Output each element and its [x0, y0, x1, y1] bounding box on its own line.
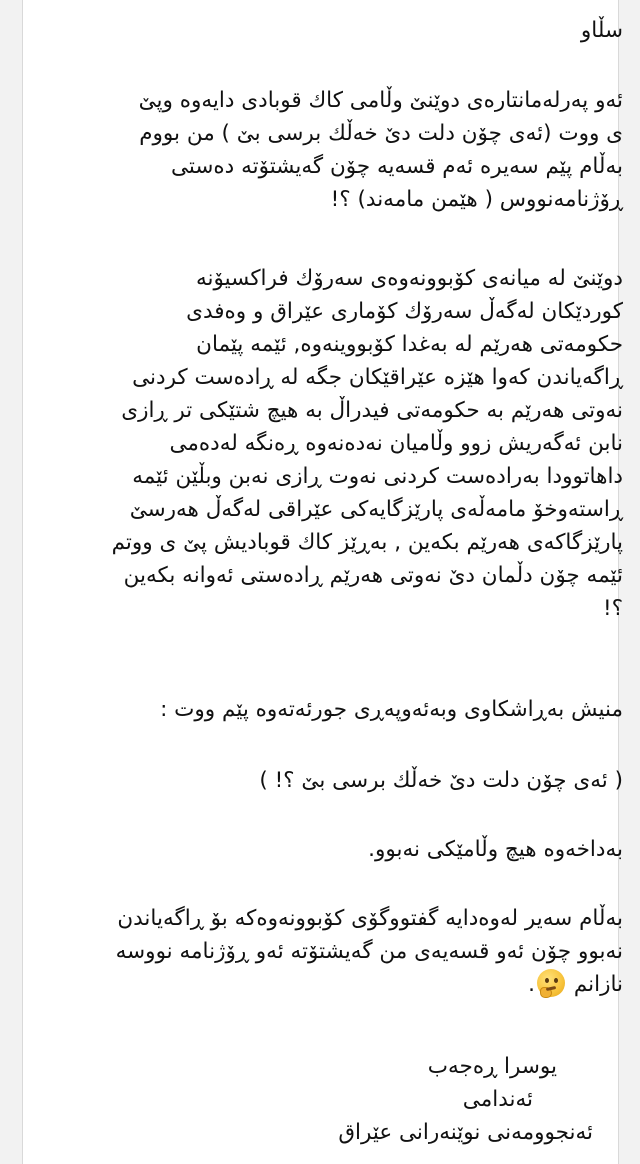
paragraph-6-line: بەڵام سەیر لەوەدایە گفتووگۆی کۆبوونەوەکە بۆ ڕاگەیاندن — [117, 906, 623, 931]
paragraph-2-line: ئێمە چۆن دڵمان دێ نەوتی هەرێم ڕادەستی ئەوانە بکەین — [123, 563, 623, 588]
paragraph-2-line: ڕاگەیاندن کەوا هێزە عێراقێکان جگە لە ڕادەست کردنی — [132, 365, 623, 390]
signature-organization: ئەنجوومەنی نوێنەرانی عێراق — [338, 1120, 593, 1145]
paragraph-6-line-text: نازانم — [573, 972, 623, 997]
paragraph-1-line: ئەو پەرلەمانتارەی دوێنێ وڵامی کاك قوبادی دایەوە وپێ — [138, 88, 623, 113]
paragraph-1-line: ی ووت (ئەی چۆن دلت دێ خەڵك برسی بێ ) من بووم — [139, 121, 623, 146]
paragraph-6 — [116, 902, 623, 1001]
thinking-face-icon — [537, 969, 565, 997]
paragraph-1-line: بەڵام پێم سەیرە ئەم قسەیە چۆن گەیشتۆتە دەستی — [171, 154, 623, 179]
paragraph-2 — [112, 262, 623, 625]
paragraph-2-line: دوێنێ لە میانەی کۆبوونەوەی سەرۆك فراکسیۆنە — [196, 266, 623, 291]
paragraph-2-line: پارێزگاکەی هەرێم بکەین , بەڕێز کاك قوبادیش پێ ی ووتم — [111, 530, 623, 555]
paragraph-2-line: حکومەتی هەرێم لە بەغدا کۆبووینەوە, ئێمە پێمان — [196, 332, 623, 357]
paragraph-6-line: نەبوو چۆن ئەو قسەیەی من گەیشتۆتە ئەو ڕۆژنامە نووسە — [115, 939, 623, 964]
paragraph-2-line: نەوتی هەرێم بە حکومەتی فیدراڵ بە هیچ شتێکی تر ڕازی — [121, 398, 623, 423]
paragraph-2-line: نابن ئەگەریش زوو وڵامیان نەدەنەوە ڕەنگە لەدەمی — [169, 431, 623, 456]
paragraph-2-line: کوردێکان لەگەڵ سەرۆك کۆماری عێراق و وەفدی — [186, 299, 623, 324]
signature-block — [338, 1050, 593, 1149]
paragraph-2-line: داهاتوودا بەرادەست کردنی نەوت ڕازی نەبن وبڵێن ئێمە — [132, 464, 623, 489]
paragraph-6-last-line — [116, 968, 623, 1001]
paragraph-1-line: ڕۆژنامەنووس ( هێمن مامەند) ؟! — [330, 187, 623, 212]
signature-name: یوسرا ڕەجەب — [427, 1054, 557, 1079]
greeting-text: سڵاو — [580, 18, 623, 43]
paragraph-3: منیش بەڕاشکاوی وبەئەوپەڕی جورئەتەوە پێم ووت : — [160, 697, 623, 722]
signature-role: ئەندامی — [462, 1087, 533, 1112]
paragraph-4-quote: ( ئەی چۆن دلت دێ خەڵك برسی بێ ؟! ) — [259, 768, 623, 793]
paragraph-1 — [139, 84, 623, 216]
post-card — [22, 0, 623, 1164]
paragraph-2-line: ڕاستەوخۆ مامەڵەی پارێزگایەکی عێراقی لەگەڵ هەرسێ — [129, 497, 623, 522]
paragraph-6-end-punct: . — [528, 972, 535, 997]
paragraph-5: بەداخەوە هیچ وڵامێکی نەبوو. — [368, 837, 623, 862]
paragraph-2-line: ؟! — [602, 596, 623, 621]
